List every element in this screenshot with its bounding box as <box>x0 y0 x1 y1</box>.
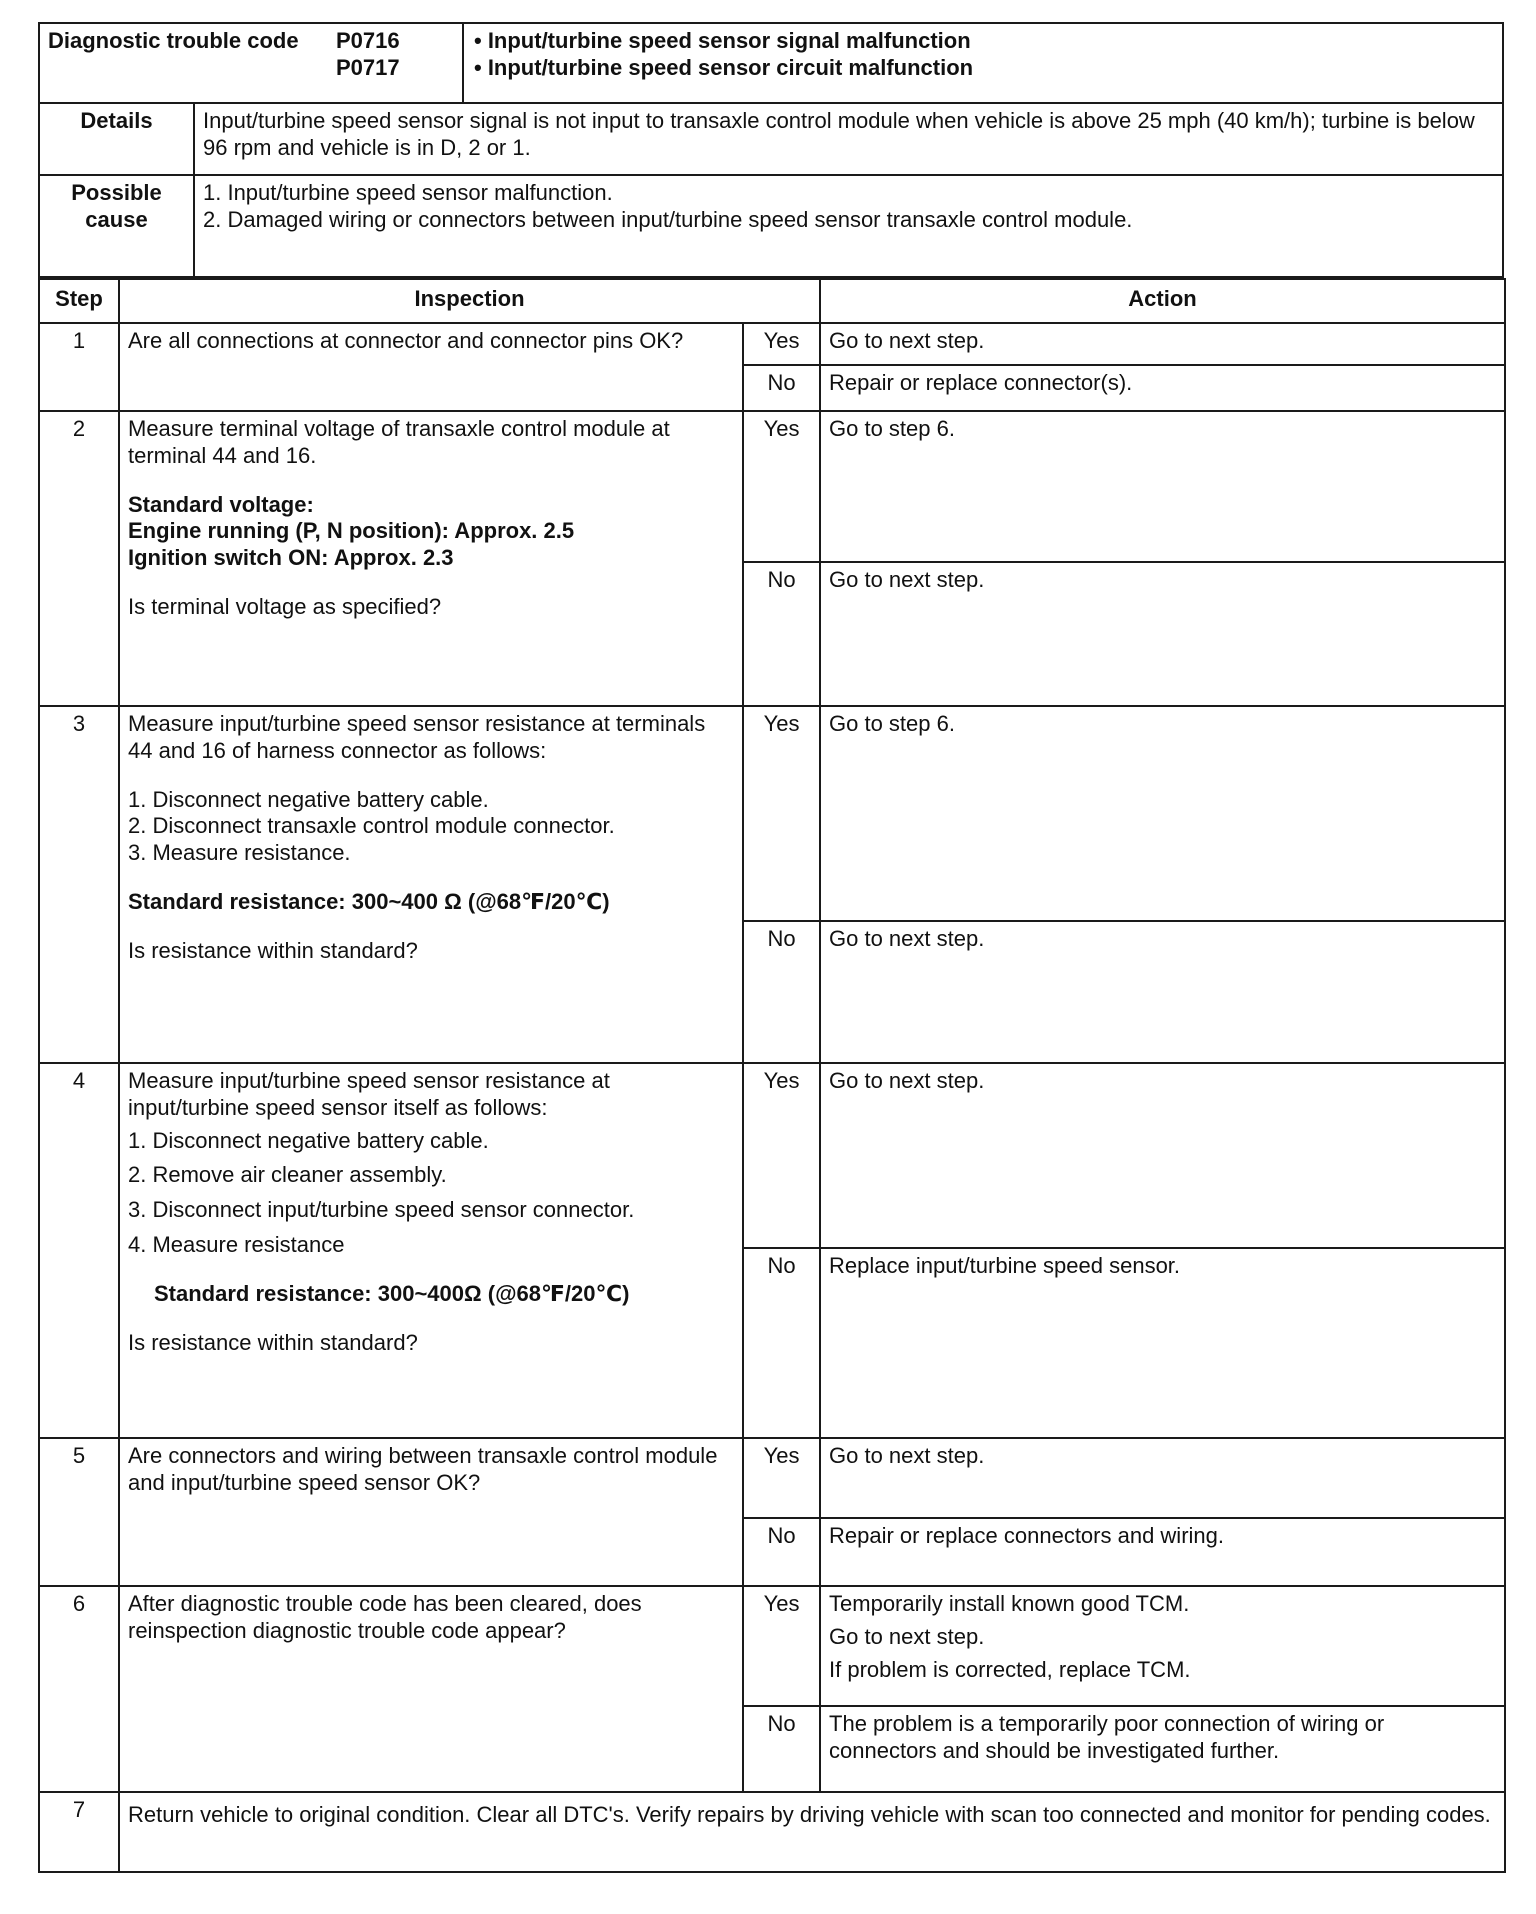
spec-line: Standard resistance: 300~400Ω (@68℉/20℃) <box>154 1280 630 1306</box>
table-header-row <box>39 279 1505 323</box>
sub-step: 3. Measure resistance. <box>128 840 351 866</box>
yes-action: Go to next step. <box>820 1438 1505 1518</box>
diagnostic-document <box>38 22 1504 1873</box>
details-text: Input/turbine speed sensor signal is not input to transaxle control module when vehicle is above 25 mph (40 km/h); turbine is below 96 rpm and vehicle is in D, 2 or 1. <box>203 108 1475 160</box>
step-inspection: After diagnostic trouble code has been cleared, does reinspection diagnostic trouble code appear? <box>119 1586 743 1792</box>
step-number: 6 <box>39 1586 119 1792</box>
yes-label: Yes <box>743 706 820 921</box>
possible-cause-label-line2: cause <box>85 206 148 232</box>
column-header-action: Action <box>820 279 1505 323</box>
table-row <box>39 1063 1505 1248</box>
table-row <box>39 1438 1505 1518</box>
step-number: 3 <box>39 706 119 1063</box>
dtc-codes <box>336 28 400 82</box>
dtc-description-cell <box>464 24 1502 102</box>
table-row <box>39 1586 1505 1706</box>
no-action: The problem is a temporarily poor connection of wiring or connectors and should be investigated further. <box>820 1706 1505 1792</box>
no-label: No <box>743 562 820 706</box>
yes-label: Yes <box>743 323 820 365</box>
sub-step: 4. Measure resistance <box>128 1232 345 1258</box>
spec-line: Engine running (P, N position): Approx. 2.5 <box>128 518 575 544</box>
step-instruction: Measure terminal voltage of transaxle control module at terminal 44 and 16. <box>128 416 670 468</box>
spec-line: Ignition switch ON: Approx. 2.3 <box>128 545 454 571</box>
dtc-label: Diagnostic trouble code <box>48 28 299 53</box>
yes-label: Yes <box>743 1063 820 1248</box>
table-row <box>39 706 1505 921</box>
step-number: 2 <box>39 411 119 706</box>
step-inspection: Are all connections at connector and connector pins OK? <box>119 323 743 411</box>
yes-label: Yes <box>743 1586 820 1706</box>
action-line: If problem is corrected, replace TCM. <box>829 1656 1191 1682</box>
step-question: Is terminal voltage as specified? <box>128 594 442 620</box>
dtc-code-1: P0716 <box>336 28 400 53</box>
no-label: No <box>743 1248 820 1438</box>
sub-step: 2. Remove air cleaner assembly. <box>128 1162 447 1188</box>
yes-label: Yes <box>743 411 820 562</box>
action-line: Temporarily install known good TCM. <box>829 1591 1190 1616</box>
inspection-table <box>38 278 1506 1873</box>
step-inspection <box>119 411 743 706</box>
sub-step: 3. Disconnect input/turbine speed sensor connector. <box>128 1197 635 1223</box>
cause-item-1: 1. Input/turbine speed sensor malfunction. <box>203 180 613 205</box>
no-action: Repair or replace connectors and wiring. <box>820 1518 1505 1586</box>
possible-cause-text <box>195 176 1502 276</box>
dtc-description-1: • Input/turbine speed sensor signal malfunction <box>474 28 971 53</box>
table-row <box>39 323 1505 365</box>
dtc-code-cell <box>40 24 464 102</box>
action-line: Go to next step. <box>829 1623 985 1649</box>
possible-cause-label <box>40 176 195 276</box>
step-instruction: Measure input/turbine speed sensor resistance at terminals 44 and 16 of harness connector as follows: <box>128 711 706 763</box>
final-step-text: Return vehicle to original condition. Clear all DTC's. Verify repairs by driving vehicle with scan too connected and monitor for pending codes. <box>119 1792 1505 1872</box>
yes-action: Go to next step. <box>820 1063 1505 1248</box>
no-action: Replace input/turbine speed sensor. <box>820 1248 1505 1438</box>
spec-line: Standard resistance: 300~400 Ω (@68℉/20℃) <box>128 889 610 915</box>
dtc-code-2: P0717 <box>336 54 400 80</box>
no-action: Go to next step. <box>820 921 1505 1063</box>
possible-cause-label-line1: Possible <box>71 180 162 205</box>
step-number: 5 <box>39 1438 119 1586</box>
yes-action: Go to step 6. <box>820 411 1505 562</box>
column-header-step: Step <box>39 279 119 323</box>
yes-action: Go to step 6. <box>820 706 1505 921</box>
step-number: 1 <box>39 323 119 411</box>
step-inspection <box>119 706 743 1063</box>
possible-cause-row <box>38 176 1504 278</box>
column-header-inspection: Inspection <box>119 279 820 323</box>
no-action: Repair or replace connector(s). <box>820 365 1505 411</box>
cause-item-2: 2. Damaged wiring or connectors between input/turbine speed sensor transaxle control module. <box>203 206 1133 232</box>
no-label: No <box>743 365 820 411</box>
step-number: 4 <box>39 1063 119 1438</box>
table-row <box>39 411 1505 562</box>
yes-action: Go to next step. <box>820 323 1505 365</box>
details-label: Details <box>40 104 195 174</box>
yes-label: Yes <box>743 1438 820 1518</box>
step-question: Is resistance within standard? <box>128 1329 418 1355</box>
no-label: No <box>743 921 820 1063</box>
dtc-description-2: • Input/turbine speed sensor circuit malfunction <box>474 54 974 80</box>
step-inspection <box>119 1063 743 1438</box>
sub-step: 1. Disconnect negative battery cable. <box>128 1127 489 1153</box>
no-label: No <box>743 1706 820 1792</box>
step-question: Is resistance within standard? <box>128 937 418 963</box>
step-number: 7 <box>39 1792 119 1872</box>
sub-step: 1. Disconnect negative battery cable. <box>128 786 489 812</box>
step-inspection: Are connectors and wiring between transaxle control module and input/turbine speed sensor OK? <box>119 1438 743 1586</box>
no-action: Go to next step. <box>820 562 1505 706</box>
step-instruction: Measure input/turbine speed sensor resistance at input/turbine speed sensor itself as follows: <box>128 1068 610 1120</box>
table-row <box>39 1792 1505 1872</box>
details-row <box>38 104 1504 176</box>
sub-step: 2. Disconnect transaxle control module connector. <box>128 813 615 839</box>
no-label: No <box>743 1518 820 1586</box>
yes-action <box>820 1586 1505 1706</box>
dtc-header <box>38 22 1504 104</box>
spec-title: Standard voltage: <box>128 491 314 517</box>
